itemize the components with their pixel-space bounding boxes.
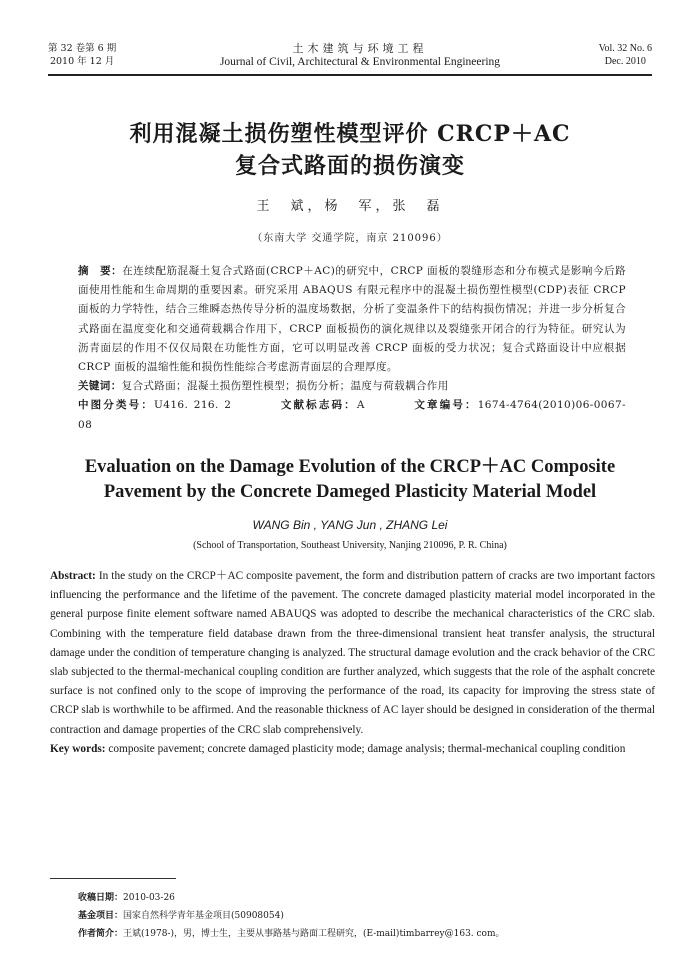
keywords-en-text: composite pavement; concrete damaged plasticity mode; damage analysis; thermal-mechanical coupling condition xyxy=(105,742,626,755)
journal-name-en: Journal of Civil, Architectural & Environmental Engineering xyxy=(219,56,501,68)
volume-issue-en: Vol. 32 No. 6 xyxy=(598,43,652,54)
authors-cn: 王 斌，杨 军，张 磊 xyxy=(256,199,444,214)
doc-code-value: A xyxy=(356,399,365,412)
author-bio xyxy=(78,925,660,943)
title-en xyxy=(0,455,700,505)
keywords-cn-label: 关键词： xyxy=(78,380,122,393)
abstract-en-label: Abstract: xyxy=(50,570,96,582)
abstract-cn-block xyxy=(78,262,626,435)
header-rule xyxy=(48,74,652,76)
abstract-en-text: In the study on the CRCP＋AC composite pavement, the form and distribution pattern of cracks are two important factors influencing the performance and the lifetime of the pavement. The concrete damaged plasticity material model incorporated in the general purpose finite element software named ABAUQS was adopted to describe the mechanical characteristics of the CRC slab. Combining with the temperature field database drawn from the three-dimensional transient heat transfer analysis, the structural damage under the condition of temperature changing is analyzed. The structural damage evolution and the crack behavior of the CRC slab subjected to the thermal-mechanical coupling condition are further analyzed, which suggests that the role of the asphalt concrete surface is not confined only to the scope of improving the performance of the road, its capacity for improving the stress state of CRCP slab is worthwhile to be affirmed. And the reasonable thickness of AC layer should be designed in consideration of the thermal contraction and damage properties of the CRC slab comprehensively. xyxy=(50,570,655,736)
affiliation-cn: （东南大学 交通学院，南京 210096） xyxy=(252,233,448,244)
classification-row xyxy=(78,396,626,434)
received-label: 收稿日期： xyxy=(78,893,124,903)
keywords-en-label: Key words: xyxy=(50,742,106,755)
fund-value: 国家自然科学青年基金项目(50908054) xyxy=(123,911,284,921)
title-en-line1: Evaluation on the Damage Evolution of the CRCP＋AC Composite xyxy=(84,457,616,477)
journal-name-cn: 土木建筑与环境工程 xyxy=(292,42,428,55)
footnotes xyxy=(78,889,660,943)
title-cn-line1: 利用混凝土损伤塑性模型评价 CRCP＋AC xyxy=(129,121,571,147)
keywords-cn-text: 复合式路面；混凝土损伤塑性模型；损伤分析；温度与荷载耦合作用 xyxy=(121,380,449,393)
abstract-cn-label: 摘 要： xyxy=(78,265,123,277)
fund-label: 基金项目： xyxy=(78,911,124,921)
running-header xyxy=(48,42,652,72)
received-value: 2010-03-26 xyxy=(123,893,175,903)
abstract-en xyxy=(50,567,655,740)
issue-info-en xyxy=(599,42,652,68)
bio-value: 王斌(1978-)，男，博士生，主要从事路基与路面工程研究，(E-mail)timbarrey@163. com。 xyxy=(123,929,505,939)
doc-code-label: 文献标志码： xyxy=(280,399,357,412)
abstract-en-block xyxy=(50,567,655,759)
authors-en: WANG Bin , YANG Jun , ZHANG Lei xyxy=(252,518,448,532)
title-en-line2: Pavement by the Concrete Dameged Plasticity Material Model xyxy=(103,482,597,502)
affiliation-en: (School of Transportation, Southeast University, Nanjing 210096, P. R. China) xyxy=(193,540,507,551)
fund-project xyxy=(78,907,660,925)
clc-number xyxy=(78,399,253,411)
footnote-rule xyxy=(50,878,176,879)
article-no-value: 1674-4764(2010)06-0067-08 xyxy=(78,399,626,431)
volume-issue-cn: 第 32 卷第 6 期 xyxy=(48,43,117,54)
received-date xyxy=(78,889,660,907)
abstract-cn xyxy=(78,262,626,377)
keywords-en xyxy=(50,740,655,759)
journal-name xyxy=(178,42,542,69)
date-en: Dec. 2010 xyxy=(604,56,646,67)
issue-info-cn xyxy=(48,42,116,68)
title-cn xyxy=(0,118,700,182)
abstract-cn-text: 在连续配筋混凝土复合式路面(CRCP＋AC)的研究中，CRCP 面板的裂缝形态和分布模式是影响今后路面使用性能和生命周期的重要因素。研究采用 ABAQUS 有限元程序中的混凝土损伤塑性模型(CDP)表征 CRCP 面板的力学特性，结合三维瞬态热传导分析的温度场数据，分析了变温条件下的结构损伤情况；并进一步分析复合式路面在温度变化和交通荷载耦合作用下，CRCP 面板损伤的演化规律以及裂缝张开闭合的行为特征。研究认为沥青面层的作用不仅仅局限在功能性方面，它可以明显改善 CRCP 面板的受力状况；复合式路面设计中应根据 CRCP 面板的温缩性能和损伤性能综合考虑沥青面层的合理厚度。 xyxy=(78,265,626,374)
clc-value: U416. 216. 2 xyxy=(154,399,232,412)
date-cn: 2010 年 12 月 xyxy=(49,56,115,67)
clc-label: 中图分类号： xyxy=(78,399,155,412)
title-cn-line2: 复合式路面的损伤演变 xyxy=(234,153,465,179)
article-no-label: 文章编号： xyxy=(414,399,478,412)
keywords-cn xyxy=(78,377,626,396)
document-code xyxy=(281,399,387,411)
bio-label: 作者简介： xyxy=(78,929,124,939)
